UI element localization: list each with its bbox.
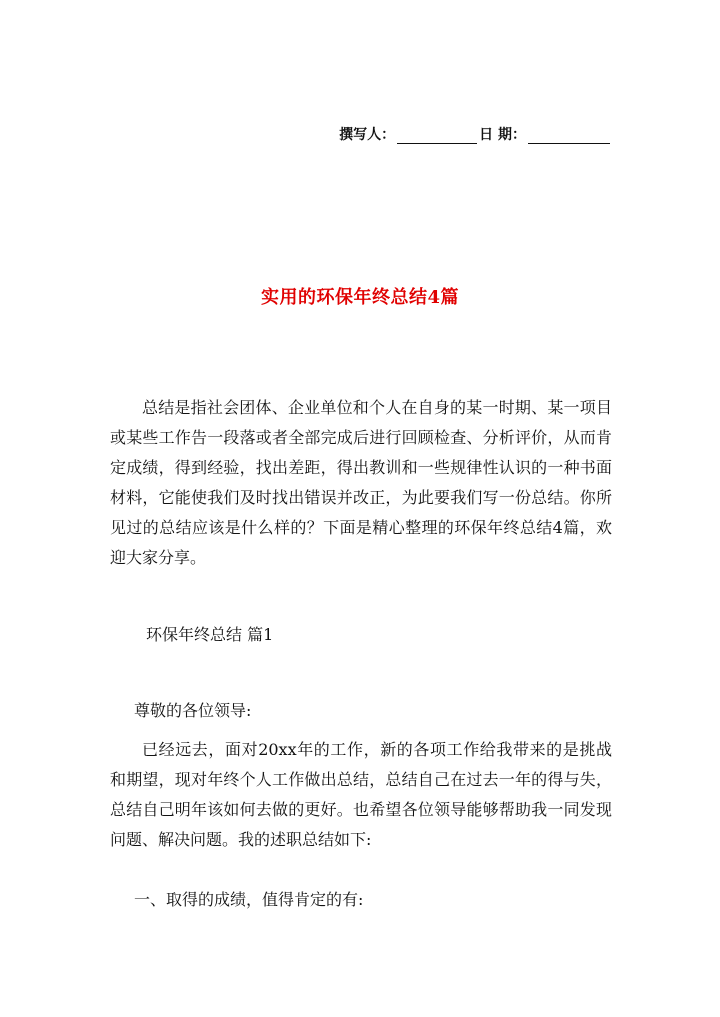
document-title: 实用的环保年终总结4篇 [260,287,460,308]
author-blank [397,127,477,144]
date-label: 日 期： [479,127,526,143]
section-heading: 环保年终总结 篇1 [146,625,274,644]
body-paragraph: 已经远去，面对20xx年的工作，新的各项工作给我带来的是挑战和期望，现对年终个人工作做出总结，总结自己在过去一年的得与失，总结自己明年该如何去做的更好。也希望各位领导能够帮助我一同发现问题、解决问题。我的述职总结如下: [110,740,612,849]
intro-block [110,393,612,573]
author-date-line [339,124,612,144]
greeting: 尊敬的各位领导: [134,701,252,720]
intro-paragraph: 总结是指社会团体、企业单位和个人在自身的某一时期、某一项目或某些工作告一段落或者全部完成后进行回顾检查、分析评价，从而肯定成绩，得到经验，找出差距，得出教训和一些规律性认识的一种书面材料，它能使我们及时找出错误并改正，为此要我们写一份总结。你所见过的总结应该是什么样的？下面是精心整理的环保年终总结4篇，欢迎大家分享。 [110,398,612,567]
body-block [110,735,612,855]
author-label: 撰写人： [339,127,396,143]
bullet-item: 一、取得的成绩，值得肯定的有: [134,890,364,909]
date-blank [528,127,610,144]
